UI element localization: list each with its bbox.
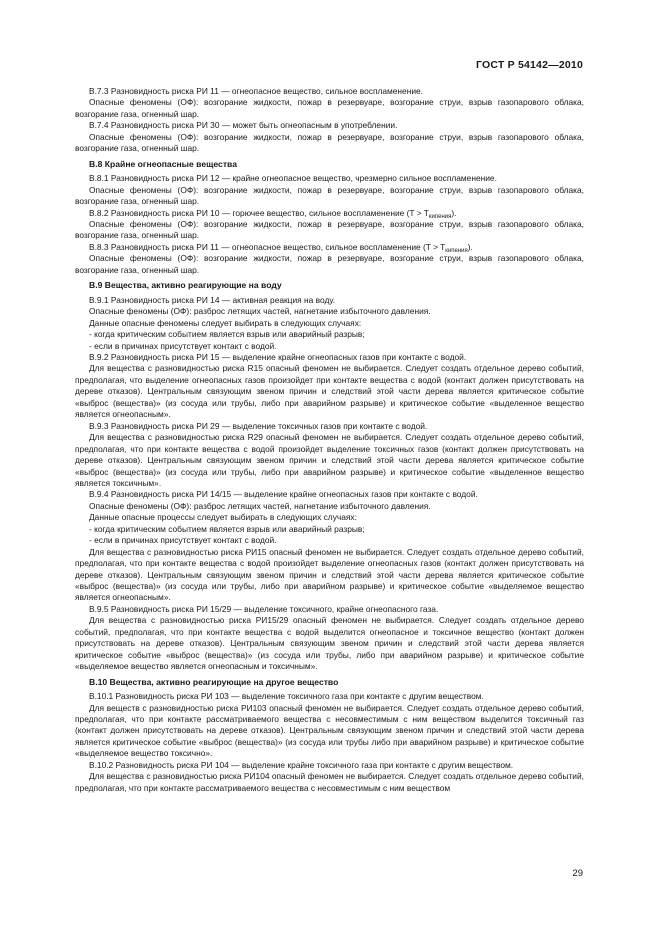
paragraph: В.10.2 Разновидность риска РИ 104 — выделение крайне токсичного газа при контакте с другим веществом. [89,759,514,770]
paragraph: Для вещества с разновидностью риска РИ104 опасный феномен не выбирается. Следует создать отдельное дерево событий, предполагая, что при контакте рассматриваемого вещества с несовместимым с ним веществом [75,771,584,793]
paragraph: Данные опасные феномены следует выбирать в следующих случаях: [89,317,362,328]
section-heading: В.8 Крайне огнеопасные вещества [89,158,237,169]
paragraph: - когда критическим событием является взрыв или аварийный разрыв; [89,523,365,534]
paragraph: В.9.3 Разновидность риска РИ 29 — выделение токсичных газов при контакте с водой. [89,420,428,431]
paragraph: В.9.4 Разновидность риска РИ 14/15 — выделение крайне огнеопасных газов при контакте с водой. [89,489,478,500]
paragraph-text: В.8.3 Разновидность риска РИ 11 — огнеопасное вещество, сильное воспламенение (T > T [89,241,446,252]
paragraph: - если в причинах присутствует контакт с водой. [89,340,277,351]
paragraph: Опасные феномены (ОФ): возгорание жидкости, пожар в резервуаре, возгорание струи, взрыв газопарового облака, возгорание газа, огненный шар. [75,184,584,207]
paragraph: Опасные феномены (ОФ): возгорание жидкости, пожар в резервуаре, возгорание струи, взрыв газопарового облака, возгорание газа, огненный шар. [75,131,584,154]
paragraph: Опасные феномены (ОФ): возгорание жидкости, пожар в резервуаре, возгорание струи, взрыв газопарового облака, возгорание газа, огненный шар. [75,253,584,275]
paragraph-tail: ). [451,207,457,218]
paragraph-tail: ). [467,241,473,252]
paragraph: Для вещества с разновидностью риска РИ15 опасный феномен не выбирается. Следует создать отдельное дерево событий, предполагая, что при контакте вещества с водой произойдет выделение огнеопасных газов (контакт должен присутствовать на дереве отказов). Центральным связующим звеном причин и следствий этой части дерева является критическое событие «выброс (вещества)» (из сосуда или трубы, либо при аварийном разрыве) и критическое событие «выделяемое вещество является огнеопасным». [75,546,584,603]
page-number: 29 [572,868,583,879]
section-heading: В.9 Вещества, активно реагирующие на воду [89,280,282,291]
paragraph [75,208,584,219]
paragraph: Данные опасные процессы следует выбирать в следующих случаях: [89,512,357,523]
paragraph: Опасные феномены (ОФ): возгорание жидкости, пожар в резервуаре, возгорание струи, взрыв газопарового облака, возгорание газа, огненный шар. [75,97,584,119]
paragraph [75,242,584,253]
paragraph: Для вещества с разновидностью риска R29 опасный феномен не выбирается. Следует создать отдельное дерево событий, предполагая, что при контакте вещества с водой произойдет выделение токсичных газов (контакт должен присутствовать на дереве отказов). Центральным связующим звеном причин и следствий этой части дерева является критическое событие «выброс (вещества)» (из сосуда или трубы, либо при аварийном разрыве) и критическое событие «выделенное вещество является токсичным». [75,432,584,488]
paragraph: Опасные феномены (ОФ): разброс летящих частей, нагнетание избыточного давления. [89,306,431,317]
paragraph: - когда критическим событием является взрыв или аварийный разрыв; [89,329,365,340]
paragraph: В.7.4 Разновидность риска РИ 30 — может быть огнеопасным в употреблении. [89,120,398,131]
paragraph: Для вещества с разновидностью риска R15 опасный феномен не выбирается. Следует создать отдельное дерево событий, предполагая, что выделение огнеопасных газов произойдет при контакте вещества с водой (контакт должен присутствовать на дереве отказов). Центральным связующим звеном причин и следствий этой части дерева является критическое событие «выброс (вещества)» (из сосуда или трубы, либо при аварийном разрыве) и критическое событие «выделенное вещество является огнеопасным». [75,363,584,420]
paragraph: Для веществ с разновидностью риска РИ103 опасный феномен не выбирается. Следует создать отдельное дерево событий, предполагая, что при контакте рассматриваемого вещества с несовместимым с ним веществом выделится токсичный газ (контакт должен присутствовать на дереве отказов). Центральным связующим звеном причин и следствий этой части дерева является критическое событие «выброс (вещества)» (из сосуда или трубы либо при аварийном разрыве) и критическое событие «выделяемое вещество токсично». [75,702,584,759]
paragraph: В.9.1 Разновидность риска РИ 14 — активная реакция на воду. [89,294,336,305]
paragraph: Опасные феномены (ОФ): разброс летящих частей, нагнетание избыточного давления. [89,500,431,511]
paragraph: В.9.5 Разновидность риска РИ 15/29 — выделение токсичного, крайне огнеопасного газа. [89,603,439,614]
subscript: кипения [428,213,452,220]
paragraph: Опасные феномены (ОФ): возгорание жидкости, пожар в резервуаре, возгорание струи, взрыв газопарового облака, возгорание газа, огненный шар. [75,218,584,241]
paragraph: В.8.1 Разновидность риска РИ 12 — крайне огнеопасное вещество, чрезмерно сильное воспламенение. [89,173,497,184]
paragraph: - если в причинах присутствует контакт с водой. [89,535,277,546]
paragraph: В.7.3 Разновидность риска РИ 11 — огнеопасное вещество, сильное воспламенение. [89,86,424,96]
document-code: ГОСТ Р 54142—2010 [475,59,583,71]
paragraph: В.9.2 Разновидность риска РИ 15 — выделение крайне огнеопасных газов при контакте с водой. [89,351,467,362]
paragraph: Для вещества с разновидностью риска РИ15/29 опасный феномен не выбирается. Следует создать отдельное дерево событий, предполагая, что при контакте вещества с водой выделится огнеопасное и токсичное вещество (контакт должен присутствовать на дереве отказов). Центральным связующим звеном причин и следствий этой части дерева является критическое событие «выброс (вещества)» (из сосуда или трубы, либо при аварийном разрыве) и критическое событие «выделяемое вещество является огнеопасным и токсичным». [75,615,584,672]
paragraph: В.10.1 Разновидность риска РИ 103 — выделение токсичного газа при контакте с другим веществом. [89,691,484,702]
subscript: кипения [445,247,468,254]
paragraph-text: В.8.2 Разновидность риска РИ 10 — горючее вещество, сильное воспламенение (T > T [89,207,429,218]
section-heading: В.10 Вещества, активно реагирующие на другое вещество [89,676,339,687]
document-body [75,86,584,794]
